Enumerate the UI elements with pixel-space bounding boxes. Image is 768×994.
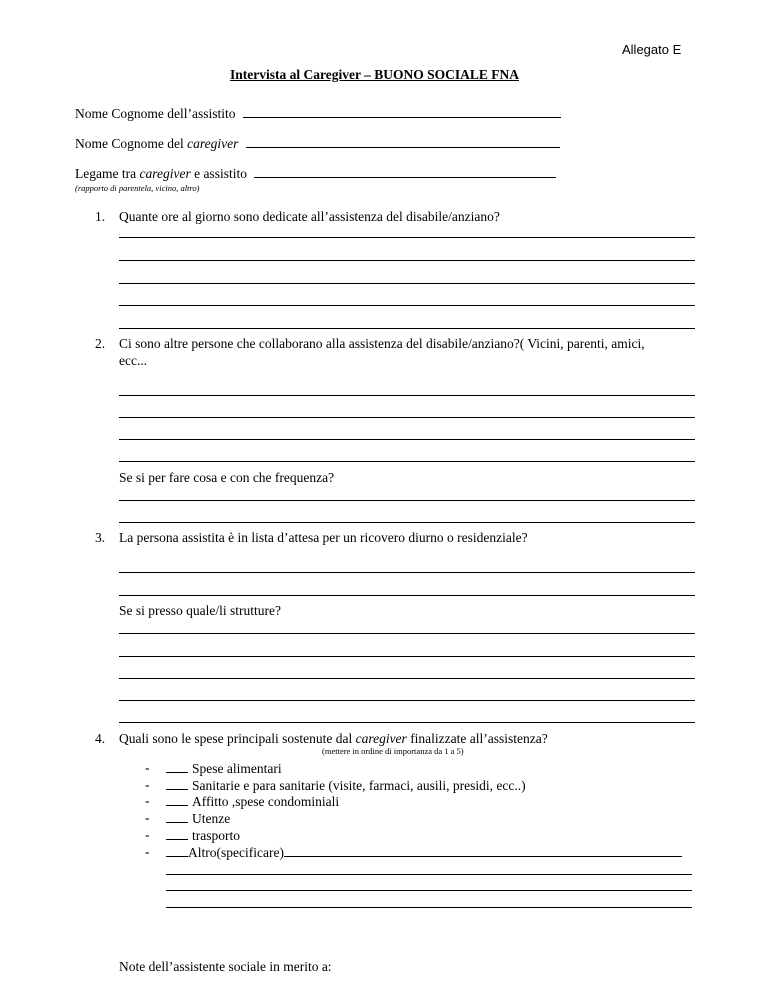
q4-text xyxy=(119,731,548,747)
q1-number: 1. xyxy=(95,209,106,224)
field-legame-prefix: Legame tra xyxy=(75,166,137,181)
q2-answer-line[interactable] xyxy=(119,395,695,396)
field-assistito-blank[interactable] xyxy=(243,105,561,118)
list-bullet: - xyxy=(145,793,150,808)
q3-followup-line[interactable] xyxy=(119,678,695,679)
q2-followup-line[interactable] xyxy=(119,522,695,523)
q3-followup: Se si presso quale/li strutture? xyxy=(119,603,281,618)
q2-answer-line[interactable] xyxy=(119,439,695,440)
q1-answer-line[interactable] xyxy=(119,328,695,329)
q3-followup-line[interactable] xyxy=(119,633,695,634)
rank-blank[interactable] xyxy=(166,810,188,823)
q3-number: 3. xyxy=(95,530,106,545)
rank-blank[interactable] xyxy=(166,777,188,790)
field-assistito xyxy=(75,105,561,122)
list-bullet: - xyxy=(145,844,150,859)
q2-text-line1: Ci sono altre persone che collaborano alla assistenza del disabile/anziano?( Vicini, parenti, amici, xyxy=(119,336,645,351)
q1-answer-line[interactable] xyxy=(119,237,695,238)
expense-item xyxy=(166,793,339,810)
q4-note: (mettere in ordine di importanza da 1 a 5) xyxy=(322,746,464,756)
q3-text: La persona assistita è in lista d’attesa per un ricovero diurno o residenziale? xyxy=(119,530,528,545)
q3-followup-line[interactable] xyxy=(119,656,695,657)
expense-item-other xyxy=(166,844,682,861)
field-assistito-label: Nome Cognome dell’assistito xyxy=(75,106,236,121)
list-bullet: - xyxy=(145,827,150,842)
field-legame-caregiver: caregiver xyxy=(139,166,191,181)
other-specify-blank[interactable] xyxy=(284,844,682,857)
q3-answer-line[interactable] xyxy=(119,595,695,596)
q2-text-line2: ecc... xyxy=(119,353,148,368)
rank-blank[interactable] xyxy=(166,793,188,806)
expense-item-label: Affitto ,spese condominiali xyxy=(192,794,340,809)
list-bullet: - xyxy=(145,760,150,775)
attachment-label: Allegato E xyxy=(622,42,682,57)
q1-text: Quante ore al giorno sono dedicate all’assistenza del disabile/anziano? xyxy=(119,209,500,224)
q2-answer-line[interactable] xyxy=(119,417,695,418)
field-caregiver-word: caregiver xyxy=(187,136,239,151)
other-answer-line[interactable] xyxy=(166,890,692,891)
field-legame-blank[interactable] xyxy=(254,165,556,178)
q3-answer-line[interactable] xyxy=(119,572,695,573)
expense-item xyxy=(166,810,230,827)
field-caregiver-blank[interactable] xyxy=(246,135,560,148)
expense-item-label: trasporto xyxy=(192,828,240,843)
expense-item-label: Utenze xyxy=(192,811,231,826)
q1-answer-line[interactable] xyxy=(119,260,695,261)
field-legame-note: (rapporto di parentela, vicino, altro) xyxy=(75,183,200,193)
field-legame xyxy=(75,165,556,182)
q4-number: 4. xyxy=(95,731,106,746)
q3-followup-line[interactable] xyxy=(119,700,695,701)
expense-item xyxy=(166,760,282,777)
other-answer-line[interactable] xyxy=(166,907,692,908)
rank-blank[interactable] xyxy=(166,844,188,857)
q2-answer-line[interactable] xyxy=(119,461,695,462)
list-bullet: - xyxy=(145,810,150,825)
list-bullet: - xyxy=(145,777,150,792)
q1-answer-line[interactable] xyxy=(119,283,695,284)
expense-item-label: Spese alimentari xyxy=(192,761,282,776)
rank-blank[interactable] xyxy=(166,760,188,773)
q4-text-suffix: finalizzate all’assistenza? xyxy=(410,731,548,746)
q1-answer-line[interactable] xyxy=(119,305,695,306)
q2-number: 2. xyxy=(95,336,106,351)
q4-text-prefix: Quali sono le spese principali sostenute dal xyxy=(119,731,353,746)
expense-item xyxy=(166,827,240,844)
other-answer-line[interactable] xyxy=(166,874,692,875)
field-legame-suffix: e assistito xyxy=(194,166,247,181)
notes-label: Note dell’assistente sociale in merito a: xyxy=(119,959,332,974)
q2-followup: Se si per fare cosa e con che frequenza? xyxy=(119,470,335,485)
form-title: Intervista al Caregiver – BUONO SOCIALE FNA xyxy=(230,67,519,82)
expense-item xyxy=(166,777,526,794)
q2-followup-line[interactable] xyxy=(119,500,695,501)
field-caregiver-label: Nome Cognome del xyxy=(75,136,184,151)
expense-item-label: Altro(specificare) xyxy=(188,845,284,860)
field-caregiver xyxy=(75,135,560,152)
expense-item-label: Sanitarie e para sanitarie (visite, farmaci, ausili, presidi, ecc..) xyxy=(192,778,526,793)
rank-blank[interactable] xyxy=(166,827,188,840)
q3-followup-line[interactable] xyxy=(119,722,695,723)
q4-caregiver-word: caregiver xyxy=(355,731,407,746)
